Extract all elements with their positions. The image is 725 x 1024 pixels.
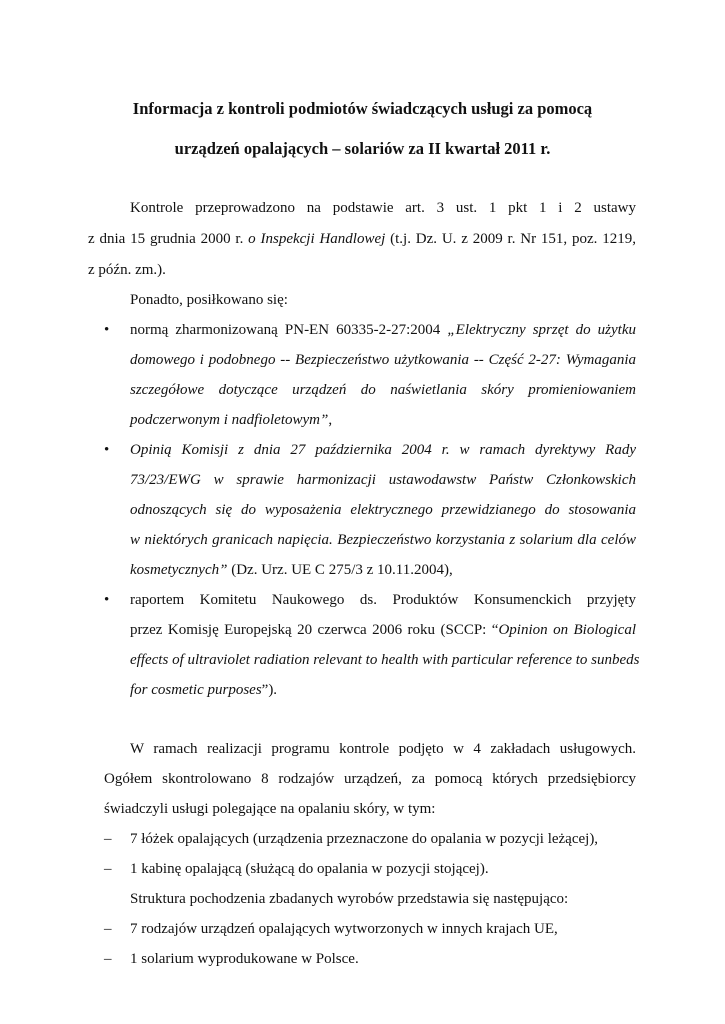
- title-line-1: Informacja z kontroli podmiotów świadczących usługi za pomocą: [132, 99, 593, 118]
- bullet-2-line-5: kosmetycznych” (Dz. Urz. UE C 275/3 z 10.11.2004),: [130, 562, 453, 578]
- bullet-1-line-1: normą zharmonizowaną PN-EN 60335-2-27:2004 „Elektryczny sprzęt do użytku: [130, 322, 636, 338]
- bullet-3-marker: •: [104, 592, 110, 608]
- bullet-1-marker: •: [104, 322, 110, 338]
- law-title: o Inspekcji Handlowej: [248, 231, 386, 247]
- program-line-1: W ramach realizacji programu kontrole podjęto w 4 zakładach usługowych.: [130, 741, 636, 757]
- intro-line-4: Ponadto, posiłkowano się:: [130, 292, 288, 308]
- dash-item-2: 1 kabinę opalającą (służącą do opalania w pozycji stojącej).: [130, 861, 489, 877]
- bullet-3-line-2: przez Komisję Europejską 20 czerwca 2006 roku (SCCP: “Opinion on Biological: [130, 622, 636, 638]
- dash-item-3: 7 rodzajów urządzeń opalających wytworzonych w innych krajach UE,: [130, 921, 558, 937]
- dash-item-1: 7 łóżek opalających (urządzenia przeznaczone do opalania w pozycji leżącej),: [130, 831, 599, 847]
- bullet-1-line-3: szczegółowe dotyczące urządzeń do naświetlania skóry promieniowaniem: [130, 382, 636, 398]
- bullet-3-line-4: for cosmetic purposes”).: [130, 682, 278, 698]
- program-line-4: Struktura pochodzenia zbadanych wyrobów przedstawia się następująco:: [130, 891, 569, 907]
- dash-item-4: 1 solarium wyprodukowane w Polsce.: [130, 951, 359, 967]
- bullet-2-line-2: 73/23/EWG w sprawie harmonizacji ustawodawstw Państw Członkowskich: [130, 472, 636, 488]
- dash-3-marker: –: [104, 921, 112, 937]
- dash-1-marker: –: [104, 831, 112, 847]
- bullet-1-line-4: podczerwonym i nadfioletowym”,: [130, 412, 333, 428]
- bullet-2-marker: •: [104, 442, 110, 458]
- bullet-3-line-3: effects of ultraviolet radiation relevant to health with particular reference to sunbeds: [130, 652, 640, 668]
- title-line-2: urządzeń opalających – solariów za II kwartał 2011 r.: [174, 139, 551, 158]
- bullet-3-line-1: raportem Komitetu Naukowego ds. Produktów Konsumenckich przyjęty: [130, 592, 636, 608]
- dash-2-marker: –: [104, 861, 112, 877]
- bullet-2-line-1: Opinią Komisji z dnia 27 października 2004 r. w ramach dyrektywy Rady: [130, 442, 636, 458]
- intro-line-2: z dnia 15 grudnia 2000 r. o Inspekcji Handlowej (t.j. Dz. U. z 2009 r. Nr 151, poz. 1219,: [88, 231, 636, 247]
- bullet-2-line-4: w niektórych granicach napięcia. Bezpieczeństwo korzystania z solarium dla celów: [130, 532, 636, 548]
- bullet-1-line-2: domowego i podobnego -- Bezpieczeństwo użytkowania -- Część 2-27: Wymagania: [130, 352, 636, 368]
- intro-line-1: Kontrole przeprowadzono na podstawie art. 3 ust. 1 pkt 1 i 2 ustawy: [130, 200, 636, 216]
- program-line-3: świadczyli usługi polegające na opalaniu skóry, w tym:: [104, 801, 436, 817]
- program-line-2: Ogółem skontrolowano 8 rodzajów urządzeń, za pomocą których przedsiębiorcy: [104, 771, 636, 787]
- bullet-2-line-3: odnoszących się do wyposażenia elektrycznego przewidzianego do stosowania: [130, 502, 636, 518]
- page-title: [60, 89, 665, 169]
- intro-line-3: z późn. zm.).: [88, 262, 166, 278]
- dash-4-marker: –: [104, 951, 112, 967]
